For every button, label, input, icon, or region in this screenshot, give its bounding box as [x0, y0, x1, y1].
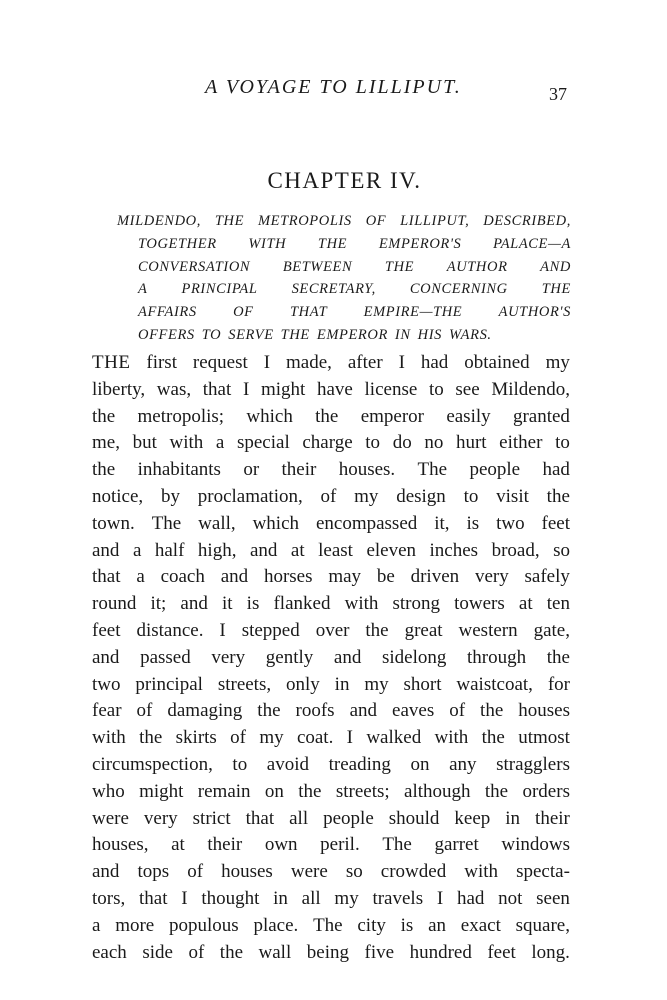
text-line: THE first request I made, after I had obtained my: [92, 352, 570, 373]
text-line: fear of damaging the roofs and eaves of the houses: [92, 700, 570, 722]
text-line: liberty, was, that I might have license to see Mildendo,: [92, 378, 570, 400]
text-line: that a coach and horses may be driven very safely: [92, 566, 570, 588]
text-line: with the skirts of my coat. I walked with the utmost: [92, 727, 570, 749]
text-line: tors, that I thought in all my travels I had not seen: [92, 887, 570, 909]
text-line: and tops of houses were so crowded with specta-: [92, 861, 570, 883]
summary-line: AFFAIRS OF THAT EMPIRE—THE AUTHOR'S: [138, 304, 571, 321]
chapter-title: CHAPTER IV.: [267, 168, 422, 193]
text-line: round it; and it is flanked with strong towers at ten: [92, 593, 570, 615]
text-line: were very strict that all people should keep in their: [92, 807, 570, 829]
text-line: feet distance. I stepped over the great western gate,: [92, 619, 570, 641]
text-line: the inhabitants or their houses. The people had: [92, 459, 570, 481]
text-line: and a half high, and at least eleven inches broad, so: [92, 539, 570, 561]
body-text: [92, 350, 570, 966]
text-line: houses, at their own peril. The garret windows: [92, 834, 570, 856]
summary-line: CONVERSATION BETWEEN THE AUTHOR AND: [138, 258, 571, 275]
summary-line: MILDENDO, THE METROPOLIS OF LILLIPUT, DESCRIBED,: [117, 213, 571, 229]
text-line: circumspection, to avoid treading on any stragglers: [92, 753, 570, 775]
text-line: and passed very gently and sidelong through the: [92, 646, 570, 668]
summary-line: TOGETHER WITH THE EMPEROR'S PALACE—A: [138, 235, 571, 252]
text-line: me, but with a special charge to do no hurt either to: [92, 432, 570, 454]
text-line: who might remain on the streets; although the orders: [92, 780, 570, 802]
text-line: notice, by proclamation, of my design to visit the: [92, 485, 570, 507]
running-head: [0, 76, 667, 106]
text-line: town. The wall, which encompassed it, is two feet: [92, 512, 570, 534]
page-number: 37: [549, 84, 567, 104]
summary-line: OFFERS TO SERVE THE EMPEROR IN HIS WARS.: [138, 326, 492, 343]
text-line: each side of the wall being five hundred feet long.: [92, 941, 570, 963]
chapter-summary: [117, 210, 571, 347]
text-line: a more populous place. The city is an exact square,: [92, 914, 570, 936]
text-line: the metropolis; which the emperor easily granted: [92, 405, 570, 427]
running-title: A VOYAGE TO LILLIPUT.: [205, 76, 462, 98]
summary-line: A PRINCIPAL SECRETARY, CONCERNING THE: [138, 281, 571, 298]
text-line: two principal streets, only in my short waistcoat, for: [92, 673, 570, 695]
